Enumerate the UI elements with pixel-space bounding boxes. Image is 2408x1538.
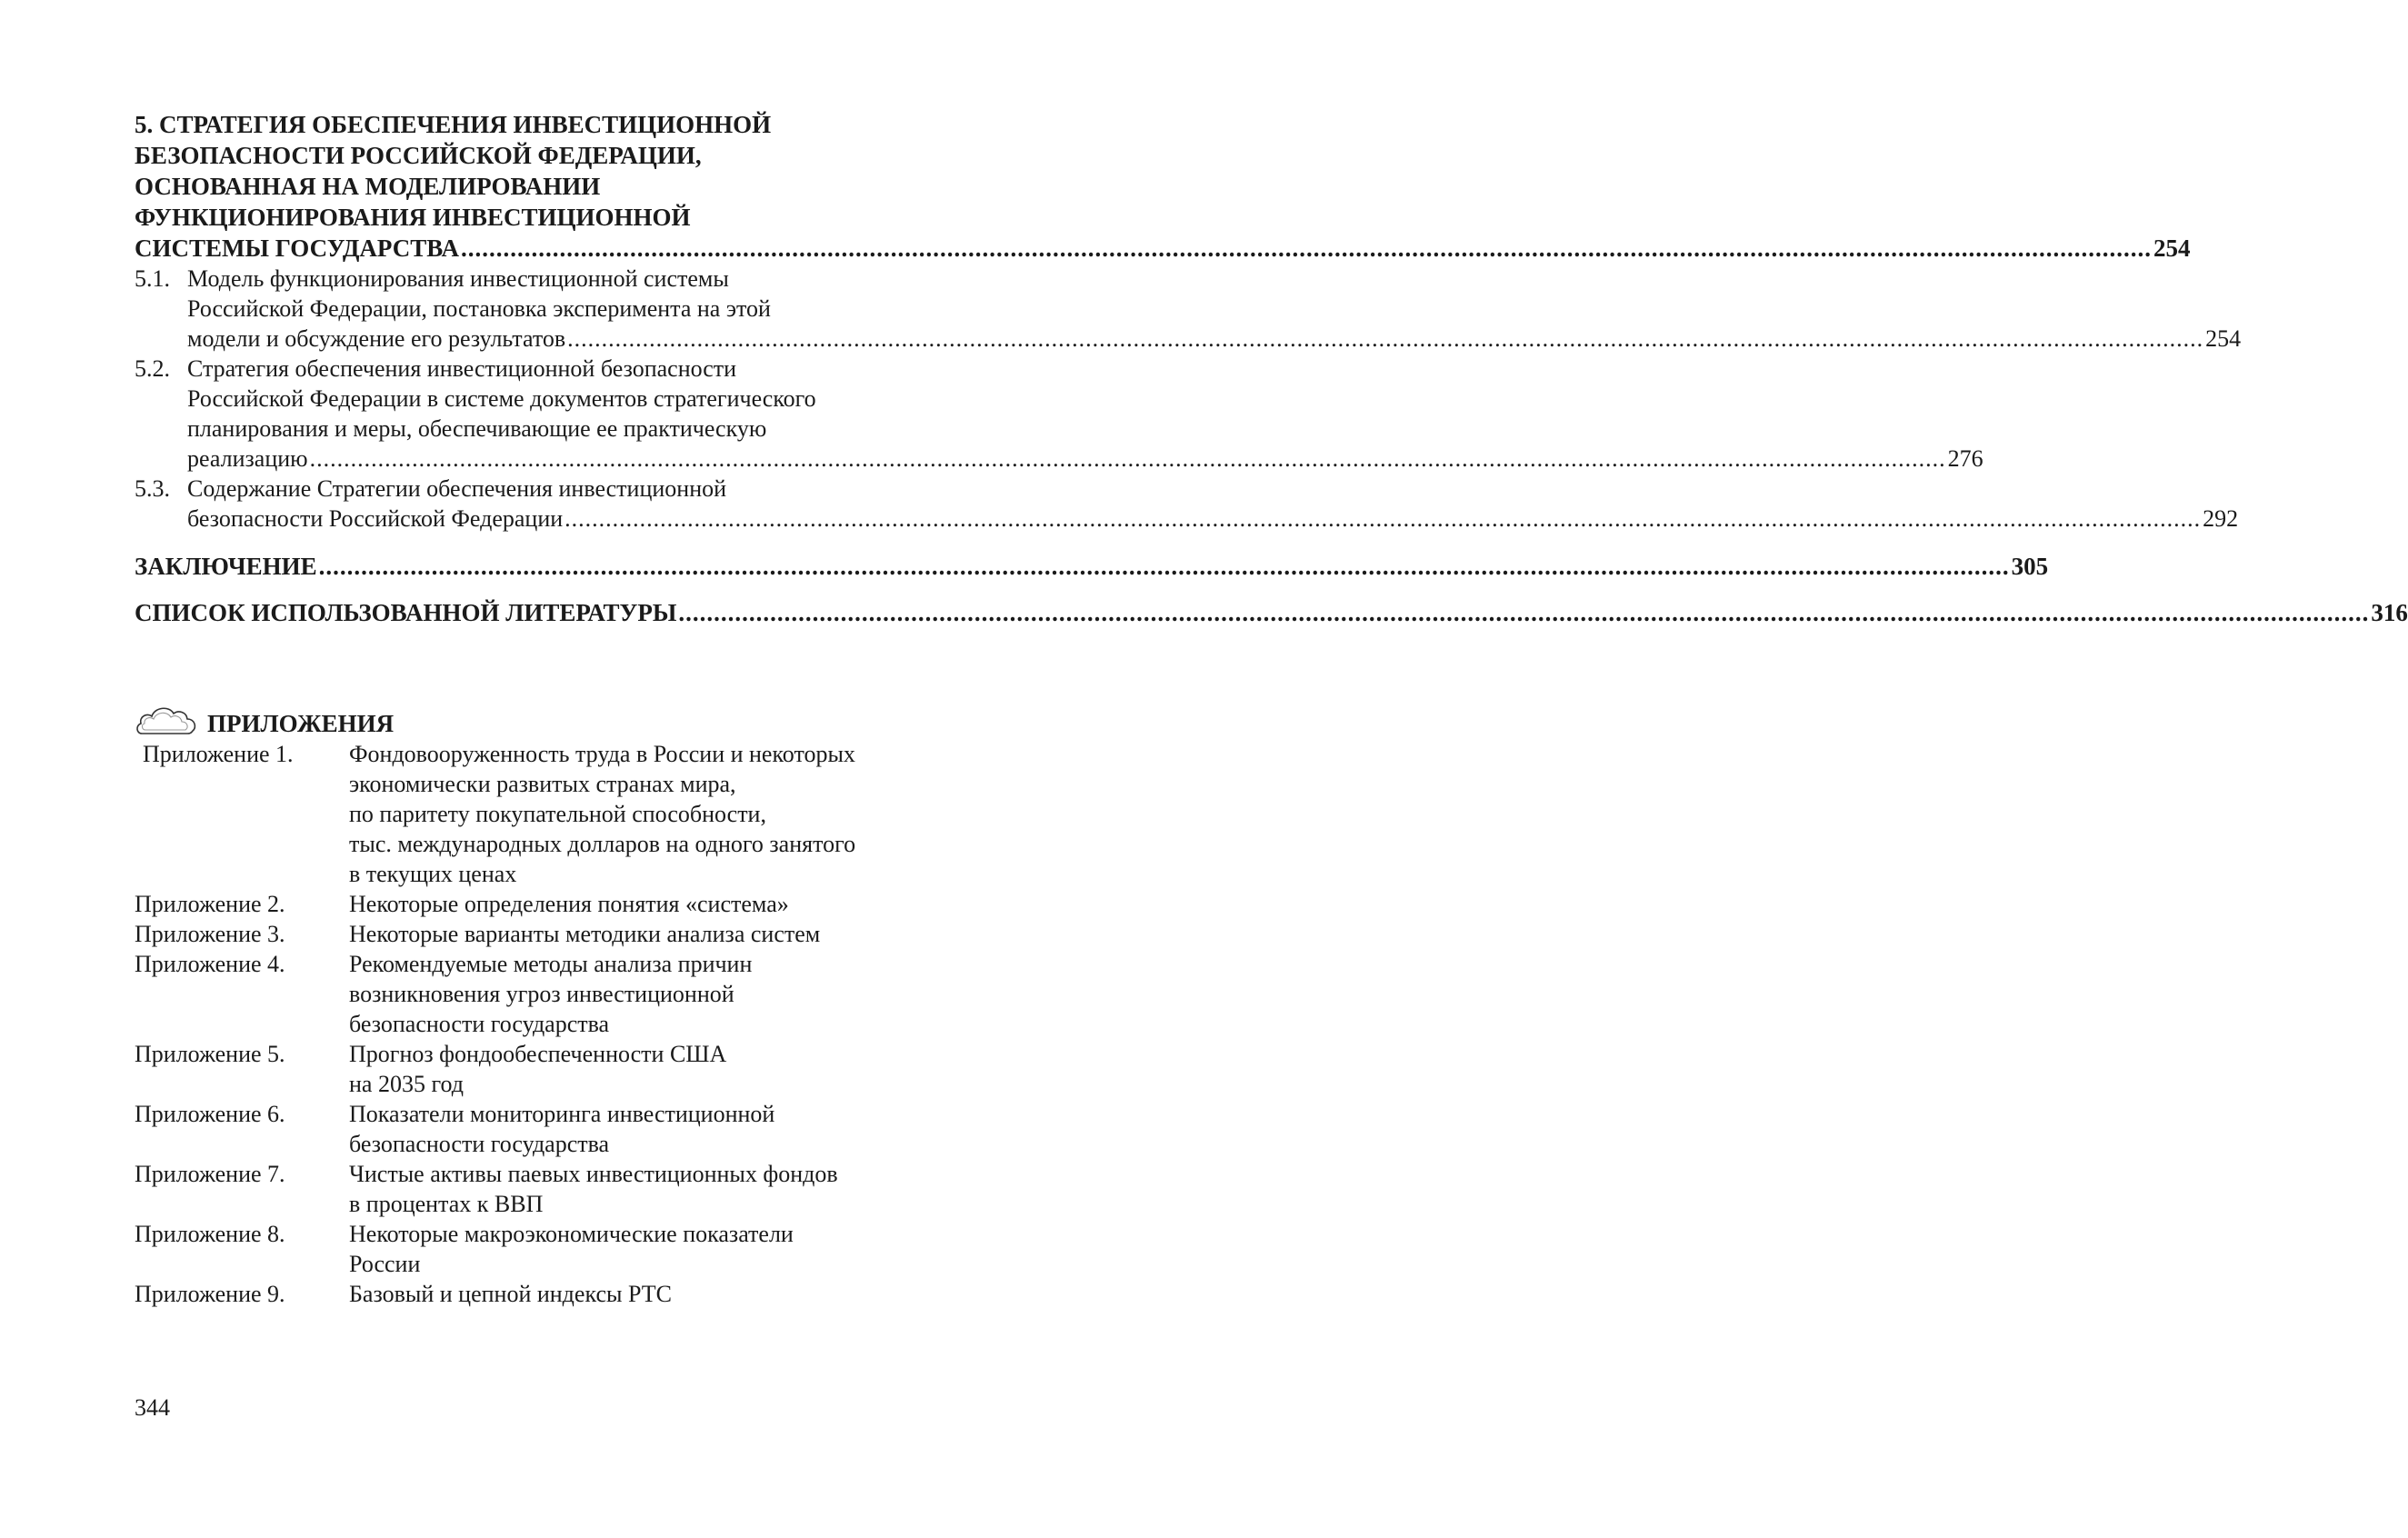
appendix-label: Приложение 8. [135,1221,285,1247]
appendix-title-line: Чистые активы паевых инвестиционных фондов [349,1161,838,1187]
section-title-line: модели и обсуждение его результатов [187,325,566,352]
section-title-last-line [187,324,2241,354]
dot-leader [310,444,1946,474]
section-title-line: Содержание Стратегии обеспечения инвестиционной [187,475,727,502]
section-title-last-line [187,504,2238,534]
page-number: 344 [135,1394,170,1421]
appendix-5 [135,1039,918,1099]
chapter-heading-line: СИСТЕМЫ ГОСУДАРСТВА [135,235,460,262]
appendix-title-line: России [349,1251,421,1277]
appendix-label: Приложение 2. [135,891,285,917]
section-number: 5.2. [135,355,170,382]
section-title-last-line [187,444,1983,474]
appendix-8 [135,1219,918,1279]
appendix-label: Приложение 3. [135,921,285,947]
section-title-line: Российской Федерации, постановка эксперимента на этой [187,295,771,322]
chapter-heading-last-line [135,233,2191,264]
section-title-line: безопасности Российской Федерации [187,505,564,532]
toc-page [135,109,2408,1309]
page-ref: 276 [1947,445,1983,472]
appendix-title-line: Рекомендуемые методы анализа причин [349,951,753,977]
appendix-title-line: в текущих ценах [349,861,517,887]
dot-leader [461,233,2152,264]
appendix-label: Приложение 4. [135,951,285,977]
appendix-label: Приложение 1. [143,741,294,767]
appendix-1 [135,739,918,889]
section-5-2 [135,354,1983,474]
page-ref: 254 [2153,235,2191,262]
appendix-title-line: Показатели мониторинга инвестиционной [349,1101,775,1127]
appendix-3 [135,919,918,949]
appendix-label: Приложение 9. [135,1281,285,1307]
section-title-line: Российской Федерации в системе документов стратегического [187,385,816,412]
appendix-label: Приложение 5. [135,1041,285,1067]
appendix-title-line: Прогноз фондообеспеченности США [349,1041,727,1067]
references-title: СПИСОК ИСПОЛЬЗОВАННОЙ ЛИТЕРАТУРЫ [135,599,677,626]
section-title-line: планирования и меры, обеспечивающие ее практическую [187,415,767,442]
appendix-title-line: по паритету покупательной способности, [349,801,766,827]
page-ref: 305 [2011,553,2049,580]
chapter-heading-line: ОСНОВАННАЯ НА МОДЕЛИРОВАНИИ [135,173,601,200]
chapter-heading-line: БЕЗОПАСНОСТИ РОССИЙСКОЙ ФЕДЕРАЦИИ, [135,142,702,169]
appendix-title-line: на 2035 год [349,1071,464,1097]
appendix-7 [135,1159,918,1219]
appendix-title-line: в процентах к ВВП [349,1191,544,1217]
appendix-title-line: Фондовооруженность труда в России и некоторых [349,741,855,767]
cloud-icon [135,703,198,737]
appendices-heading [135,703,918,739]
chapter-heading-line: 5. СТРАТЕГИЯ ОБЕСПЕЧЕНИЯ ИНВЕСТИЦИОННОЙ [135,111,772,138]
appendix-title-line: Некоторые определения понятия «система» [349,891,789,917]
appendices-title: ПРИЛОЖЕНИЯ [207,710,395,737]
section-5-3 [135,474,2239,534]
appendix-title-line: Некоторые макроэкономические показатели [349,1221,794,1247]
section-number: 5.1. [135,265,170,292]
section-title-line: Модель функционирования инвестиционной системы [187,265,729,292]
appendix-title-line: возникновения угроз инвестиционной [349,981,734,1007]
dot-leader [319,551,2010,582]
section-5-1 [135,264,2242,354]
references-entry [135,597,2408,628]
dot-leader [678,597,2369,628]
appendix-9 [135,1279,918,1309]
dot-leader [565,504,2201,534]
appendix-label: Приложение 7. [135,1161,285,1187]
dot-leader [567,324,2203,354]
chapter-5-heading [135,109,2191,264]
section-title-line: Стратегия обеспечения инвестиционной безопасности [187,355,737,382]
appendix-6 [135,1099,918,1159]
appendix-title-line: тыс. международных долларов на одного занятого [349,831,856,857]
appendices-list [135,739,918,1309]
section-title-line: реализацию [187,445,308,472]
appendix-title-line: Базовый и цепной индексы РТС [349,1281,672,1307]
conclusion-entry [135,551,2049,582]
appendix-label: Приложение 6. [135,1101,285,1127]
conclusion-title: ЗАКЛЮЧЕНИЕ [135,553,317,580]
appendix-title-line: экономически развитых странах мира, [349,771,736,797]
section-number: 5.3. [135,475,170,502]
appendix-title-line: Некоторые варианты методики анализа систем [349,921,821,947]
appendix-4 [135,949,918,1039]
page-ref: 316 [2371,599,2408,626]
page-ref: 292 [2203,505,2239,532]
appendix-title-line: безопасности государства [349,1131,610,1157]
page-ref: 254 [2205,325,2242,352]
appendix-title-line: безопасности государства [349,1011,610,1037]
chapter-heading-line: ФУНКЦИОНИРОВАНИЯ ИНВЕСТИЦИОННОЙ [135,204,691,231]
appendix-2 [135,889,918,919]
